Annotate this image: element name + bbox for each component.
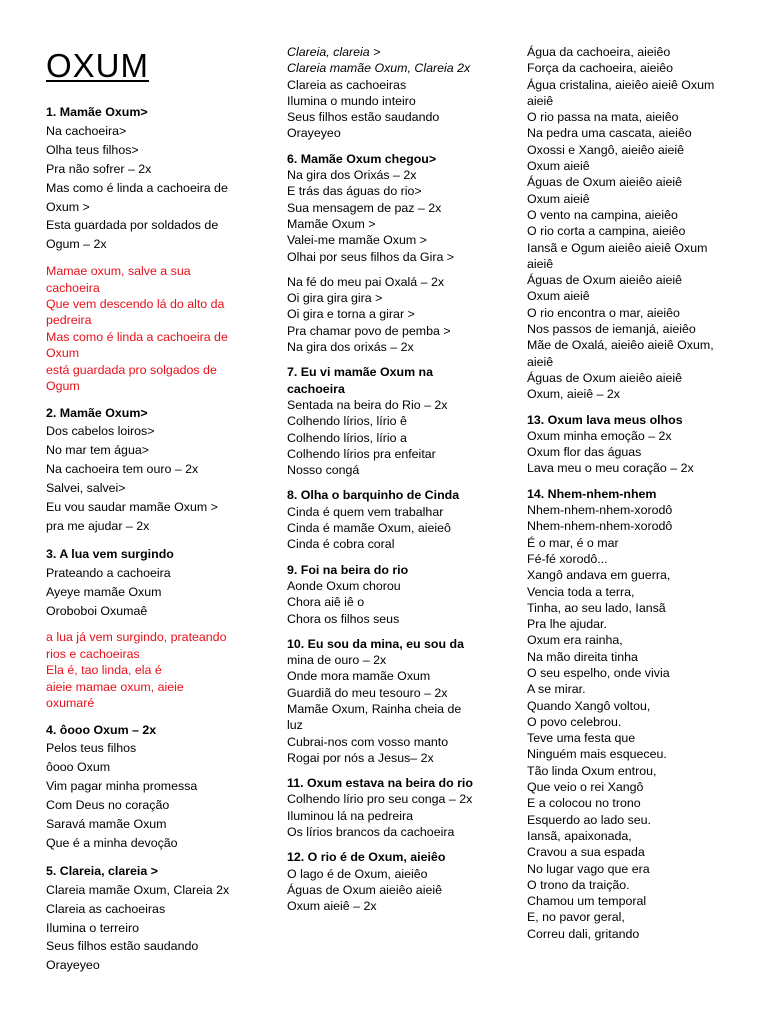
lyric-line: Oxum era rainha, — [527, 633, 623, 648]
lyric-line: Águas de Oxum aieiêo aieiê — [287, 882, 442, 897]
lyric-line: Pelos teus filhos — [46, 741, 137, 756]
song-heading: 13. Oxum lava meus olhos — [527, 412, 683, 427]
lyric-line: Na pedra uma cascata, aieiêo — [527, 126, 692, 141]
lyric-line: Que veio o rei Xangô — [527, 780, 644, 795]
stanza-gap — [287, 627, 499, 636]
lyric-line: Fé-fé xorodô... — [527, 551, 608, 566]
highlighted-lyric-line: Que vem descendo lá do alto da — [46, 297, 225, 312]
stanza-gap — [287, 840, 499, 849]
highlighted-lyric-line: rios e cachoeiras — [46, 646, 140, 661]
lyric-line: Correu dali, gritando — [527, 926, 640, 941]
lyric-line: Esta guardada por soldados de — [46, 218, 219, 233]
lyric-line: Sentada na beira do Rio – 2x — [287, 397, 448, 412]
stanza-gap — [46, 620, 246, 629]
lyric-line: Chora os filhos seus — [287, 611, 400, 626]
lyric-line: luz — [287, 718, 303, 733]
lyric-line: E trás das águas do rio> — [287, 184, 422, 199]
stanza-gap — [287, 478, 499, 487]
lyric-line: O povo celebrou. — [527, 714, 622, 729]
lyric-line: Olhai por seus filhos da Gira > — [287, 249, 455, 264]
stanza-gap — [287, 265, 499, 274]
highlighted-lyric-line: Mamae oxum, salve a sua — [46, 264, 191, 279]
lyric-line: Sua mensagem de paz – 2x — [287, 200, 442, 215]
lyric-line: Oxum, aieiê – 2x — [527, 387, 620, 402]
lyric-line: Cinda é mamãe Oxum, aieieô — [287, 521, 451, 536]
lyric-line: Mamãe Oxum, Rainha cheia de — [287, 701, 462, 716]
highlighted-lyric-line: está guardada pro solgados de — [46, 362, 217, 377]
lyric-line: O trono da traição. — [527, 877, 630, 892]
highlighted-lyric-line: Ela é, tao linda, ela é — [46, 663, 162, 678]
lyric-line: pra me ajudar – 2x — [46, 518, 150, 533]
lyric-line: Salvei, salvei> — [46, 481, 126, 496]
lyric-line: O seu espelho, onde vivia — [527, 665, 670, 680]
lyric-line: Orayeyeo — [46, 958, 100, 973]
lyric-line: Iansã e Ogum aieiêo aieiê Oxum — [527, 240, 708, 255]
lyric-line: Chamou um temporal — [527, 894, 647, 909]
song-heading: 4. ôooo Oxum – 2x — [46, 722, 157, 737]
lyric-line: Iluminou lá na pedreira — [287, 808, 414, 823]
lyric-line: Oi gira e torna a girar > — [287, 307, 415, 322]
highlighted-lyric-line: Oxum — [46, 346, 80, 361]
song-heading: 5. Clareia, clareia > — [46, 863, 158, 878]
lyric-line: Águas de Oxum aieiêo aieiê — [527, 273, 682, 288]
stanza-gap — [46, 254, 246, 263]
lyrics-column-2 — [287, 44, 499, 915]
lyric-line: aieiê — [527, 354, 554, 369]
lyric-line: Tinha, ao seu lado, Iansã — [527, 600, 666, 615]
lyric-line: Orayeyeo — [287, 126, 341, 141]
lyric-line: Água da cachoeira, aieiêo — [527, 45, 671, 59]
lyric-line: Ilumina o mundo inteiro — [287, 93, 416, 108]
lyric-line: Nhem-nhem-nhem-xorodô — [527, 519, 673, 534]
song-heading: 10. Eu sou da mina, eu sou da — [287, 636, 464, 651]
song-heading: 12. O rio é de Oxum, aieiêo — [287, 850, 446, 865]
lyric-line: Águas de Oxum aieiêo aieiê — [527, 370, 682, 385]
lyric-line: Iansã, apaixonada, — [527, 828, 632, 843]
lyric-line: O rio passa na mata, aieiêo — [527, 110, 679, 125]
lyric-line: Clareia mamãe Oxum, Clareia 2x — [287, 61, 471, 76]
lyric-line: Oxum > — [46, 199, 90, 214]
lyric-line: Onde mora mamãe Oxum — [287, 669, 431, 684]
lyric-line: Pra não sofrer – 2x — [46, 161, 152, 176]
lyric-line: Ogum – 2x — [46, 237, 107, 252]
stanza-gap — [287, 142, 499, 151]
lyric-line: Cinda é quem vem trabalhar — [287, 504, 444, 519]
lyric-line: Saravá mamãe Oxum — [46, 817, 167, 832]
lyric-line: Mãe de Oxalá, aieiêo aieiê Oxum, — [527, 338, 714, 353]
lyric-line: Ilumina o terreiro — [46, 920, 139, 935]
lyric-line: Valei-me mamãe Oxum > — [287, 233, 427, 248]
lyric-line: Oxum aieiê — [527, 159, 590, 174]
lyric-line: Colhendo lírio pro seu conga – 2x — [287, 792, 473, 807]
lyric-line: E, no pavor geral, — [527, 910, 625, 925]
song-heading: 7. Eu vi mamãe Oxum na — [287, 365, 433, 380]
stanza-gap — [46, 395, 246, 404]
lyric-line: Oxum aieiê — [527, 289, 590, 304]
lyric-line: Colhendo lírios, lírio ê — [287, 414, 407, 429]
lyric-line: Que é a minha devoção — [46, 835, 178, 850]
lyric-line: Ninguém mais esqueceu. — [527, 747, 667, 762]
lyric-line: Teve uma festa que — [527, 731, 636, 746]
lyric-line: É o mar, é o mar — [527, 535, 619, 550]
lyric-line: Oxossi e Xangô, aieiêo aieiê — [527, 142, 685, 157]
lyric-line: Na cachoeira tem ouro – 2x — [46, 462, 199, 477]
lyric-line: Cravou a sua espada — [527, 845, 645, 860]
song-heading: 14. Nhem-nhem-nhem — [527, 486, 657, 501]
lyric-line: Oxum flor das águas — [527, 445, 642, 460]
lyric-line: Nhem-nhem-nhem-xorodô — [527, 503, 673, 518]
lyric-line: ôooo Oxum — [46, 760, 111, 775]
lyric-line: Prateando a cachoeira — [46, 565, 171, 580]
lyric-line: Colhendo lírios pra enfeitar — [287, 446, 436, 461]
lyric-line: A se mirar. — [527, 682, 586, 697]
lyric-line: Tão linda Oxum entrou, — [527, 763, 657, 778]
lyric-line: Oi gira gira gira > — [287, 291, 383, 306]
song-heading: 6. Mamãe Oxum chegou> — [287, 151, 437, 166]
lyric-line: Chora aiê iê o — [287, 595, 365, 610]
song-heading: 1. Mamãe Oxum> — [46, 105, 148, 119]
lyric-line: Força da cachoeira, aieiêo — [527, 61, 674, 76]
lyric-line: Cinda é cobra coral — [287, 537, 395, 552]
lyric-line: Clareia as cachoeiras — [287, 77, 407, 92]
lyric-line: Colhendo lírios, lírio a — [287, 430, 407, 445]
lyric-line: Clareia as cachoeiras — [46, 901, 166, 916]
lyric-line: Esquerdo ao lado seu. — [527, 812, 651, 827]
song-heading: 8. Olha o barquinho de Cinda — [287, 488, 460, 503]
highlighted-lyric-line: cachoeira — [46, 280, 100, 295]
song-heading: cachoeira — [287, 381, 345, 396]
song-heading: 9. Foi na beira do rio — [287, 562, 409, 577]
document-title: OXUM — [46, 47, 149, 84]
stanza-gap — [46, 536, 246, 545]
lyric-line: Oxum minha emoção – 2x — [527, 428, 672, 443]
song-heading: 3. A lua vem surgindo — [46, 546, 174, 561]
stanza-gap — [287, 766, 499, 775]
lyric-line: Os lírios brancos da cachoeira — [287, 825, 455, 840]
lyric-line: Na gira dos orixás – 2x — [287, 340, 414, 355]
highlighted-lyric-line: Ogum — [46, 379, 80, 394]
lyric-line: Com Deus no coração — [46, 798, 170, 813]
lyrics-column-1 — [46, 103, 246, 975]
lyric-line: O vento na campina, aieiêo — [527, 207, 678, 222]
song-heading: 2. Mamãe Oxum> — [46, 405, 148, 420]
lyric-line: Aonde Oxum chorou — [287, 578, 401, 593]
lyric-line: Seus filhos estão saudando — [287, 110, 440, 125]
highlighted-lyric-line: Mas como é linda a cachoeira de — [46, 329, 228, 344]
song-heading: 11. Oxum estava na beira do rio — [287, 776, 473, 791]
lyric-line: Clareia mamãe Oxum, Clareia 2x — [46, 882, 230, 897]
lyric-line: E a colocou no trono — [527, 796, 641, 811]
lyric-line: No lugar vago que era — [527, 861, 650, 876]
lyric-line: Quando Xangô voltou, — [527, 698, 651, 713]
lyric-line: Dos cabelos loiros> — [46, 424, 155, 439]
highlighted-lyric-line: oxumaré — [46, 696, 95, 711]
highlighted-lyric-line: a lua já vem surgindo, prateando — [46, 630, 227, 645]
lyric-line: Clareia, clareia > — [287, 45, 381, 59]
lyric-line: Oxum aieiê – 2x — [287, 899, 377, 914]
stanza-gap — [287, 553, 499, 562]
stanza-gap — [287, 355, 499, 364]
stanza-gap — [527, 477, 757, 486]
lyric-line: Oroboboi Oxumaê — [46, 603, 148, 618]
lyric-line: Na fé do meu pai Oxalá – 2x — [287, 274, 445, 289]
lyric-line: aieiê — [527, 256, 554, 271]
lyric-line: Águas de Oxum aieiêo aieiê — [527, 175, 682, 190]
lyric-line: Nos passos de iemanjá, aieiêo — [527, 322, 696, 337]
lyric-line: O rio encontra o mar, aieiêo — [527, 305, 680, 320]
lyric-line: Xangô andava em guerra, — [527, 568, 671, 583]
lyric-line: Na cachoeira> — [46, 123, 127, 138]
lyric-line: Nosso congá — [287, 463, 360, 478]
lyric-line: Pra chamar povo de pemba > — [287, 323, 451, 338]
lyric-line: Água cristalina, aieiêo aieiê Oxum — [527, 77, 715, 92]
lyric-line: Ayeye mamãe Oxum — [46, 584, 162, 599]
lyric-line: Oxum aieiê — [527, 191, 590, 206]
lyric-line: O lago é de Oxum, aieiêo — [287, 866, 428, 881]
lyric-line: mina de ouro – 2x — [287, 653, 387, 668]
lyric-line: Eu vou saudar mamãe Oxum > — [46, 500, 218, 515]
lyric-line: O rio corta a campina, aieiêo — [527, 224, 686, 239]
lyric-line: Na gira dos Orixás – 2x — [287, 168, 417, 183]
highlighted-lyric-line: aieie mamae oxum, aieie — [46, 679, 184, 694]
lyric-line: Pra lhe ajudar. — [527, 617, 607, 632]
lyric-line: Rogai por nós a Jesus– 2x — [287, 750, 434, 765]
lyric-line: Guardiã do meu tesouro – 2x — [287, 685, 448, 700]
lyric-line: Mas como é linda a cachoeira de — [46, 180, 228, 195]
stanza-gap — [527, 403, 757, 412]
stanza-gap — [46, 712, 246, 721]
lyric-line: Seus filhos estão saudando — [46, 939, 199, 954]
lyric-line: Vim pagar minha promessa — [46, 779, 198, 794]
stanza-gap — [46, 853, 246, 862]
lyrics-column-3 — [527, 44, 757, 942]
lyric-line: Vencia toda a terra, — [527, 584, 635, 599]
lyric-line: Cubrai-nos com vosso manto — [287, 734, 449, 749]
lyric-line: aieiê — [527, 93, 554, 108]
highlighted-lyric-line: pedreira — [46, 313, 92, 328]
lyric-line: Mamãe Oxum > — [287, 216, 376, 231]
lyric-line: No mar tem água> — [46, 443, 149, 458]
lyric-line: Na mão direita tinha — [527, 649, 638, 664]
lyric-line: Lava meu o meu coração – 2x — [527, 461, 694, 476]
lyric-line: Olha teus filhos> — [46, 142, 139, 157]
